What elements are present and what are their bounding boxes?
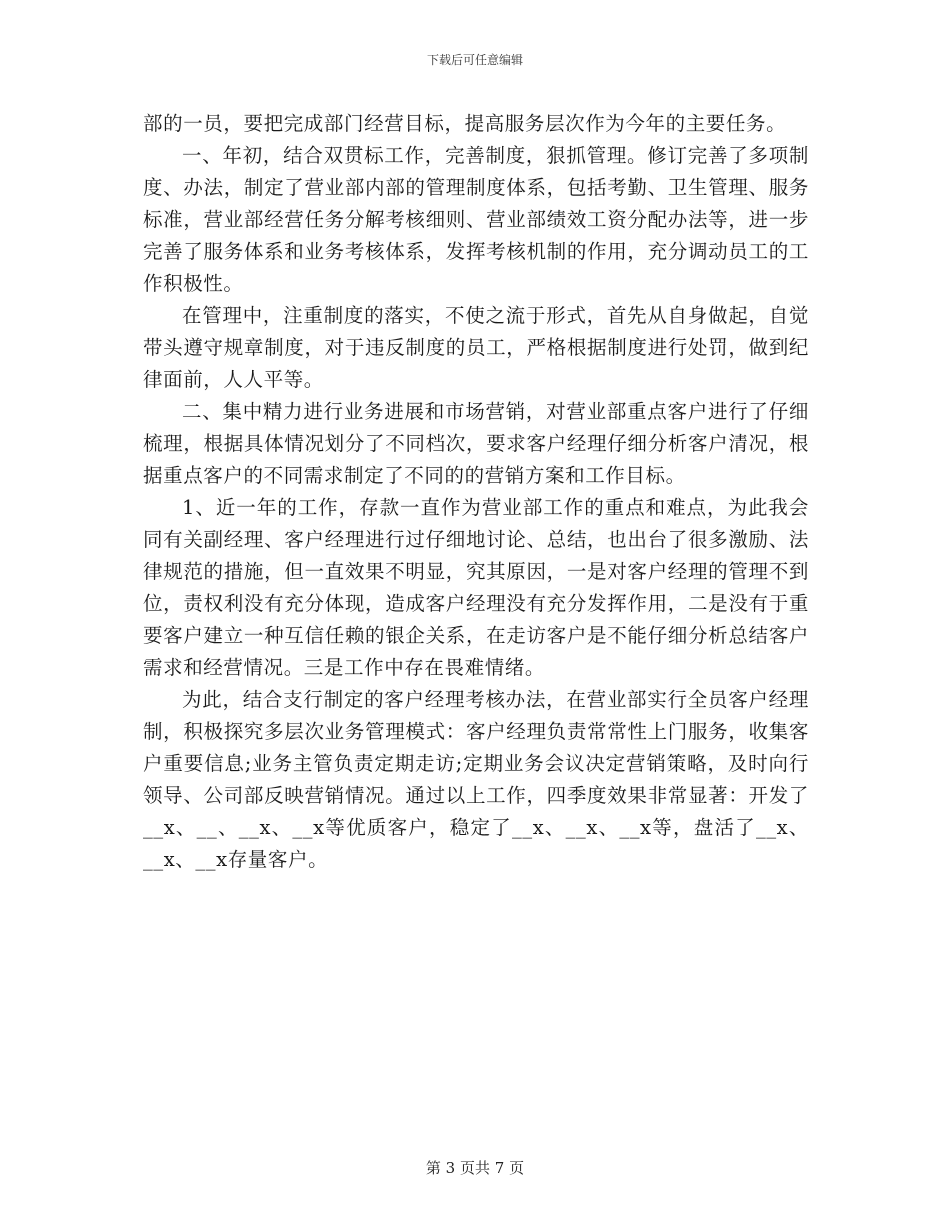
page-header: 下载后可任意编辑 [426, 53, 523, 67]
page-number: 第 3 页共 7 页 [425, 1159, 525, 1177]
paragraph-continued: 部的一员，要把完成部门经营目标，提高服务层次作为今年的主要任务。 [143, 112, 787, 135]
paragraph-section-one: 一、年初，结合双贯标工作，完善制度，狠抓管理。修订完善了多项制度、办法，制定了营业部内部的管理制度体系，包括考勤、卫生管理、服务标准，营业部经营任务分解考核细则、营业部绩效工资分配办法等，进一步完善了服务体系和业务考核体系，发挥考核机制的作用，充分调动员工的工作积极性。 [143, 144, 809, 295]
paragraph-management: 在管理中，注重制度的落实，不使之流于形式，首先从自身做起，自觉带头遵守规章制度，对于违反制度的员工，严格根据制度进行处罚，做到纪律面前，人人平等。 [143, 304, 809, 391]
document-body [143, 108, 809, 876]
paragraph-measures: 为此，结合支行制定的客户经理考核办法，在营业部实行全员客户经理制，积极探究多层次业务管理模式：客户经理负责常常性上门服务，收集客户重要信息;业务主管负责定期走访;定期业务会议决定营销策略，及时向行领导、公司部反映营销情况。通过以上工作，四季度效果非常显著：开发了__x、__、__x、__x等优质客户，稳定了__x、__x、__x等，盘活了__x、__x、__x存量客户。 [143, 688, 809, 871]
paragraph-section-two: 二、集中精力进行业务进展和市场营销，对营业部重点客户进行了仔细梳理，根据具体情况划分了不同档次，要求客户经理仔细分析客户清况，根据重点客户的不同需求制定了不同的的营销方案和工作目标。 [143, 400, 809, 487]
paragraph-item-one: 1、近一年的工作，存款一直作为营业部工作的重点和难点，为此我会同有关副经理、客户经理进行过仔细地讨论、总结，也出台了很多激励、法律规范的措施，但一直效果不明显，究其原因，一是对客户经理的管理不到位，责权利没有充分体现，造成客户经理没有充分发挥作用，二是没有于重要客户建立一种互信任赖的银企关系，在走访客户是不能仔细分析总结客户需求和经营情况。三是工作中存在畏难情绪。 [143, 496, 809, 679]
